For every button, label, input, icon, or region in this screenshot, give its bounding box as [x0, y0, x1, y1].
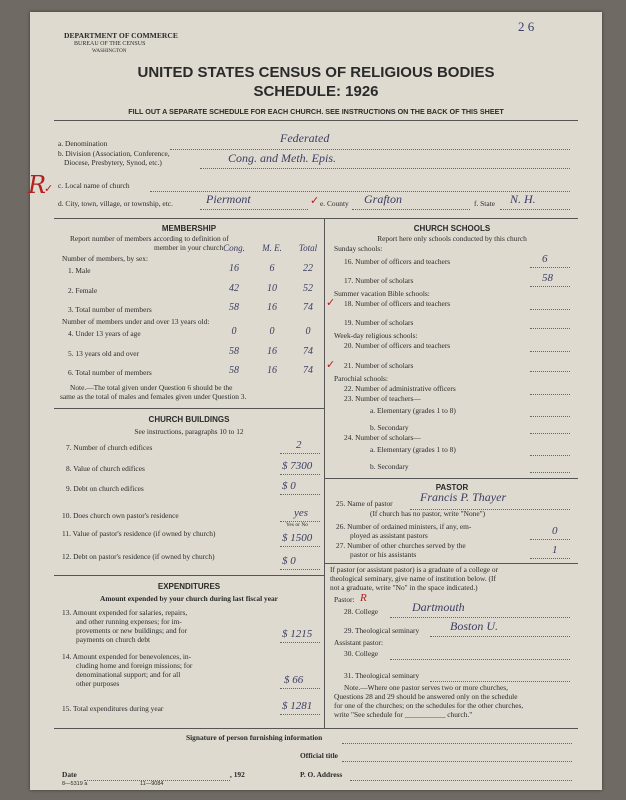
- answer-line: [530, 394, 570, 395]
- weekday-schools-label: Week-day religious schools:: [334, 331, 418, 340]
- graduate-note-2: theological seminary, give name of institution below. (If: [330, 574, 496, 583]
- section-rule: [324, 478, 578, 479]
- q16-value: 6: [542, 253, 548, 265]
- division-label-1: b. Division (Association, Conference,: [58, 149, 170, 158]
- signature-line: [342, 743, 572, 744]
- residence-debt-label: 12. Debt on pastor's residence (if owned by church): [62, 552, 215, 561]
- q22-label: 22. Number of administrative officers: [344, 384, 456, 393]
- schools-subtitle: Report here only schools conducted by this church: [377, 234, 527, 243]
- section-rule: [54, 575, 324, 576]
- male-label: 1. Male: [68, 266, 91, 275]
- editor-mark: R: [28, 171, 47, 199]
- q26-label-2: ployed as assistant pastors: [350, 531, 428, 540]
- seminary-value: Boston U.: [450, 619, 498, 633]
- q17-label: 17. Number of scholars: [344, 276, 414, 285]
- answer-line: [280, 714, 320, 715]
- residence-debt-value: $ 0: [282, 555, 296, 567]
- denomination-label: a. Denomination: [58, 139, 108, 148]
- date-year-label: , 192: [230, 770, 245, 779]
- county-line: [352, 209, 470, 210]
- q29-label: 29. Theological seminary: [344, 626, 420, 635]
- state-line: [500, 209, 570, 210]
- q15-label: 15. Total expenditures during year: [62, 704, 164, 713]
- census-schedule-sheet: [30, 12, 602, 790]
- q16-label: 16. Number of officers and teachers: [344, 257, 451, 266]
- state-label: f. State: [474, 199, 495, 208]
- residence-value-label: 11. Value of pastor's residence (if owned by church): [62, 529, 216, 538]
- form-instruction: FILL OUT A SEPARATE SCHEDULE FOR EACH CHURCH. SEE INSTRUCTIONS ON THE BACK OF THIS SHEET: [128, 107, 504, 116]
- column-divider: [324, 218, 325, 728]
- po-address-line: [350, 780, 572, 781]
- under-13-total: 0: [305, 326, 311, 337]
- total-cong: 58: [229, 302, 239, 313]
- q13-line-2: and other running expenses; for im-: [76, 617, 182, 626]
- college-value: Dartmouth: [412, 600, 465, 614]
- edifice-debt-label: 9. Debt on church edifices: [66, 484, 144, 493]
- answer-line: [280, 546, 320, 547]
- po-address-label: P. O. Address: [300, 770, 343, 779]
- department-name: DEPARTMENT OF COMMERCE: [64, 31, 178, 40]
- q20-label: 20. Number of officers and teachers: [344, 341, 451, 350]
- by-sex-label: Number of members, by sex:: [62, 254, 148, 263]
- answer-line: [530, 267, 570, 268]
- pastor-note-2: Questions 28 and 29 should be answered only on the schedule: [334, 692, 518, 701]
- column-head-total: Total: [298, 243, 318, 253]
- column-head-cong: Cong.: [223, 243, 245, 253]
- membership-intro-1: Report number of members according to definition of: [70, 234, 229, 243]
- q18-label: 18. Number of officers and teachers: [344, 299, 451, 308]
- header-rule: [54, 120, 578, 121]
- q23-label: 23. Number of teachers—: [344, 394, 421, 403]
- answer-line: [530, 309, 570, 310]
- city-label: d. City, town, village, or township, etc.: [58, 199, 173, 208]
- pastor-subheading: Pastor:: [334, 595, 355, 604]
- answer-line: [530, 539, 570, 540]
- sheet-number: 2 6: [518, 19, 535, 34]
- edifice-debt-value: $ 0: [282, 480, 296, 492]
- church-edifices-label: 7. Number of church edifices: [66, 443, 153, 452]
- total-total: 74: [303, 302, 313, 313]
- membership-note-1: Note.—The total given under Question 6 should be the: [70, 383, 233, 392]
- local-name-label: c. Local name of church: [58, 181, 130, 190]
- q27-label-1: 27. Number of other churches served by the: [336, 541, 466, 550]
- female-label: 2. Female: [68, 286, 98, 295]
- q31-label: 31. Theological seminary: [344, 671, 420, 680]
- answer-line: [280, 642, 320, 643]
- over-13-label: 5. 13 years old and over: [68, 349, 140, 358]
- male-me: 6: [269, 263, 275, 274]
- over-13-total: 74: [303, 346, 313, 357]
- q14-line-1: 14. Amount expended for benevolences, in-: [62, 652, 192, 661]
- membership-title: MEMBERSHIP: [161, 224, 217, 233]
- answer-line: [280, 569, 320, 570]
- answer-line: [530, 558, 570, 559]
- section-rule: [54, 218, 578, 219]
- denomination-value: Federated: [280, 131, 330, 145]
- total6-me: 16: [267, 365, 277, 376]
- under-13-me: 0: [269, 326, 275, 337]
- q21-label: 21. Number of scholars: [344, 361, 414, 370]
- assistant-pastor-subheading: Assistant pastor:: [334, 638, 384, 647]
- buildings-title: CHURCH BUILDINGS: [148, 415, 230, 424]
- q24b-label: b. Secondary: [370, 462, 409, 471]
- answer-line: [530, 455, 570, 456]
- check-mark-icon: ✓: [326, 296, 336, 309]
- form-number: 8—5319 a: [62, 781, 88, 787]
- q28-label: 28. College: [344, 607, 379, 616]
- q14-value: $ 66: [284, 674, 304, 686]
- graduate-note-3: not a graduate, write "No" in the space indicated.): [330, 583, 478, 592]
- division-line: [200, 168, 570, 169]
- pastor-mark: R: [360, 592, 367, 604]
- yes-no-hint: Yes or No: [286, 522, 309, 528]
- answer-line: [530, 328, 570, 329]
- official-title-line: [342, 761, 572, 762]
- answer-line: [390, 617, 570, 618]
- total-me: 16: [267, 302, 277, 313]
- q26-value: 0: [552, 525, 558, 537]
- city-value: Piermont: [206, 192, 251, 206]
- schedule-title: SCHEDULE: 1926: [253, 83, 379, 100]
- q23b-label: b. Secondary: [370, 423, 409, 432]
- q14-line-3: denominational support; and for all: [76, 670, 181, 679]
- answer-line: [280, 474, 320, 475]
- q13-line-1: 13. Amount expended for salaries, repairs,: [62, 608, 188, 617]
- expenditures-title: EXPENDITURES: [157, 582, 221, 591]
- q23a-label: a. Elementary (grades 1 to 8): [370, 406, 456, 415]
- q25-hint: (If church has no pastor, write "None"): [370, 509, 486, 518]
- under-13-cong: 0: [231, 326, 237, 337]
- state-value: N. H.: [510, 192, 536, 206]
- pastor-note-4: write "See schedule for ___________ church.": [334, 710, 473, 719]
- total-members-label: 3. Total number of members: [68, 305, 152, 314]
- q24a-label: a. Elementary (grades 1 to 8): [370, 445, 456, 454]
- total-members-6-label: 6. Total number of members: [68, 368, 152, 377]
- check-mark-icon: ✓: [310, 194, 320, 207]
- summer-schools-label: Summer vacation Bible schools:: [334, 289, 430, 298]
- sunday-schools-label: Sunday schools:: [334, 244, 383, 253]
- check-mark-icon: ✓: [326, 358, 336, 371]
- answer-line: [530, 371, 570, 372]
- check-mark-icon: ✓: [44, 182, 54, 195]
- over-13-cong: 58: [229, 346, 239, 357]
- edifice-value: $ 7300: [282, 460, 313, 472]
- footer-rule: [54, 728, 578, 729]
- residence-owned-label: 10. Does church own pastor's residence: [62, 511, 179, 520]
- graduate-note-1: If pastor (or assistant pastor) is a graduate of a college or: [330, 565, 499, 574]
- church-edifices-value: 2: [296, 439, 302, 451]
- division-value: Cong. and Meth. Epis.: [228, 151, 336, 165]
- residence-value: $ 1500: [282, 532, 313, 544]
- county-value: Grafton: [364, 192, 403, 206]
- q17-value: 58: [542, 272, 553, 284]
- q13-line-4: payments on church debt: [76, 635, 151, 644]
- official-title-label: Official title: [300, 751, 338, 760]
- parochial-schools-label: Parochial schools:: [334, 374, 388, 383]
- female-me: 10: [267, 283, 277, 294]
- q19-label: 19. Number of scholars: [344, 318, 414, 327]
- date-label: Date: [62, 770, 77, 779]
- pastor-note-3: for one of the churches; on the schedules for the other churches,: [334, 701, 524, 710]
- schools-title: CHURCH SCHOOLS: [413, 224, 491, 233]
- section-rule: [54, 408, 324, 409]
- female-cong: 42: [229, 283, 239, 294]
- q13-line-3: provements or new buildings; and for: [76, 626, 188, 635]
- pastor-title: PASTOR: [435, 483, 469, 492]
- answer-line: [530, 351, 570, 352]
- bureau-name: BUREAU OF THE CENSUS: [74, 41, 146, 47]
- membership-intro-2: member in your church: [154, 243, 224, 252]
- q14-line-2: cluding home and foreign missions; for: [76, 661, 193, 670]
- answer-line: [390, 659, 570, 660]
- male-cong: 16: [229, 263, 239, 274]
- edifice-value-label: 8. Value of church edifices: [66, 464, 145, 473]
- male-total: 22: [303, 263, 313, 274]
- answer-line: [530, 286, 570, 287]
- pastor-name-value: Francis P. Thayer: [420, 490, 507, 504]
- by-age-label: Number of members under and over 13 years old:: [62, 317, 210, 326]
- q27-value: 1: [552, 544, 558, 556]
- q13-value: $ 1215: [282, 628, 313, 640]
- total6-cong: 58: [229, 365, 239, 376]
- answer-line: [530, 472, 570, 473]
- answer-line: [280, 688, 320, 689]
- q25-label: 25. Name of pastor: [336, 499, 393, 508]
- city-name: WASHINGTON: [92, 48, 127, 54]
- denomination-line: [170, 149, 570, 150]
- q24-label: 24. Number of scholars—: [344, 433, 421, 442]
- answer-line: [280, 453, 320, 454]
- pastor-note-1: Note.—Where one pastor serves two or more churches,: [344, 683, 508, 692]
- over-13-me: 16: [267, 346, 277, 357]
- q15-value: $ 1281: [282, 700, 313, 712]
- membership-note-2: same as the total of males and females given under Question 3.: [60, 392, 247, 401]
- signature-label: Signature of person furnishing information: [186, 733, 323, 742]
- division-label-2: Diocese, Presbytery, Synod, etc.): [64, 158, 162, 167]
- buildings-subtitle: See instructions, paragraphs 10 to 12: [134, 427, 244, 436]
- female-total: 52: [303, 283, 313, 294]
- q26-label-1: 26. Number of ordained ministers, if any, em-: [336, 522, 472, 531]
- residence-owned-value: yes: [294, 507, 309, 519]
- answer-line: [430, 681, 570, 682]
- answer-line: [430, 636, 570, 637]
- q30-label: 30. College: [344, 649, 379, 658]
- column-head-me: M. E.: [262, 243, 282, 253]
- total6-total: 74: [303, 365, 313, 376]
- answer-line: [530, 433, 570, 434]
- under-13-label: 4. Under 13 years of age: [68, 329, 141, 338]
- q27-label-2: pastor or his assistants: [350, 550, 417, 559]
- q14-line-4: other purposes: [76, 679, 120, 688]
- answer-line: [530, 416, 570, 417]
- section-rule: [324, 563, 578, 564]
- city-line: [200, 209, 308, 210]
- expenditures-subtitle: Amount expended by your church during last fiscal year: [100, 594, 278, 603]
- county-label: e. County: [320, 199, 349, 208]
- print-code: 11—9084: [140, 781, 164, 787]
- form-title: UNITED STATES CENSUS OF RELIGIOUS BODIES: [137, 64, 495, 81]
- answer-line: [280, 494, 320, 495]
